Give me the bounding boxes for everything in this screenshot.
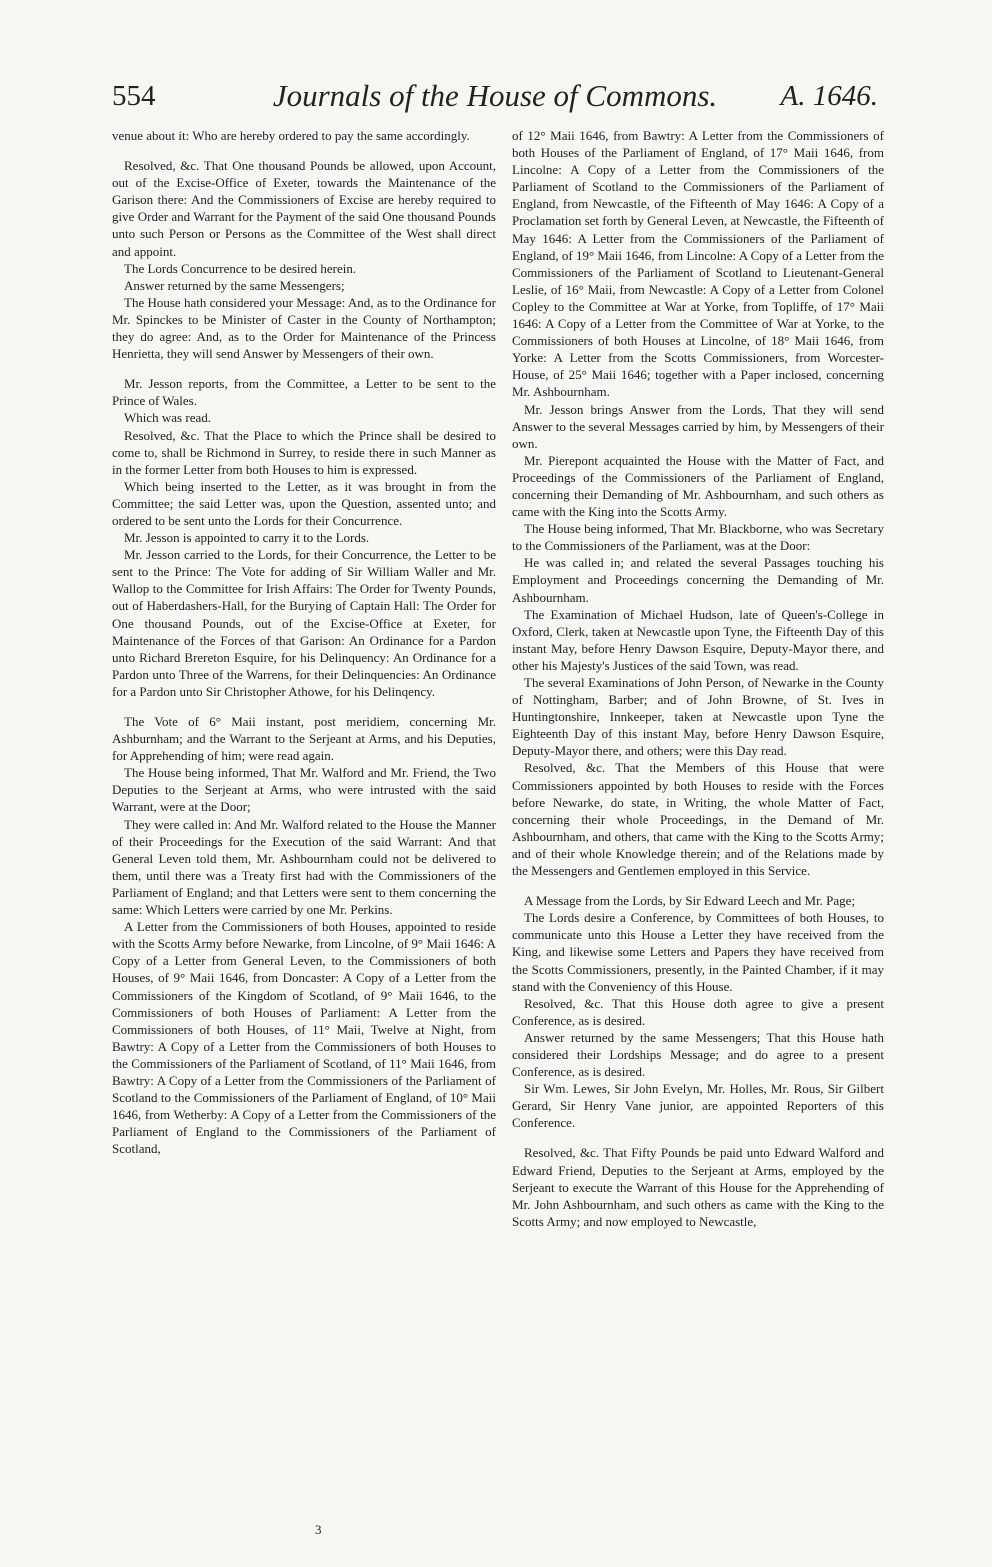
paragraph: Which was read.	[124, 410, 211, 426]
paragraph: of 12° Maii 1646, from Bawtry: A Letter from the Commissioners of both Houses of the Parliament of England, of 17° Maii 1646, from Lincolne: A Copy of a Letter from the Commissioners of the Parliament of Scotland to the Commissioners of the Parliament of England, from Newcastle, of the Fifteenth of May 1646: A Copy of a Proclamation set forth by General Leven, at Newcastle, the Fifteenth of May 1646: A Letter from the Commissioners of the Parliament of England, of 19° Maii 1646, from Lincolne: A Copy of a Letter from the Commissioners of the Parliament of Scotland to Lieutenant-General Leslie, of 16° Maii, from Newcastle: A Copy of a Letter from Colonel Copley to the Committee at War at Yorke, from Topliffe, of 17° Maii 1646: A Copy of a Letter from the Committee of War at Yorke, to the Commissioners of both Houses at Lincolne, of 18° Maii 1646, from Yorke: A Letter from the Scotts Commissioners, from Worcester-House, of 25° Maii 1646; together with a Paper inclosed, concerning Mr. Ashbournham.	[512, 128, 884, 400]
paragraph: The House being informed, That Mr. Blackborne, who was Secretary to the Commissioners of the Parliament, was at the Door:	[512, 521, 884, 554]
right-column	[512, 127, 884, 1512]
paragraph: A Message from the Lords, by Sir Edward Leech and Mr. Page;	[524, 893, 856, 909]
paragraph: They were called in: And Mr. Walford related to the House the Manner of their Proceedings for the Execution of the said Warrant: And that General Leven told them, Mr. Ashbournham could not be delivered to them, until there was a Treaty first had with the Commissioners of the Parliament of England; and that Letters were sent to them concerning the same: Which Letters were carried by one Mr. Perkins.	[112, 816, 496, 918]
paragraph: The Lords Concurrence to be desired herein.	[124, 260, 357, 276]
paragraph: Answer returned by the same Messengers; That this House hath considered their Lordships Message; and do agree to a present Conference, as is desired.	[512, 1029, 884, 1080]
signature-mark: 3	[315, 1522, 322, 1537]
paragraph: Mr. Pierepont acquainted the House with the Matter of Fact, and Proceedings of the Commissioners of the Parliament of England, concerning their Demanding of Mr. Ashbournham, and such others as came with the King into the Scotts Army.	[512, 452, 884, 520]
paragraph: Mr. Jesson is appointed to carry it to the Lords.	[124, 530, 370, 546]
page-header	[112, 78, 878, 124]
paragraph: Resolved, &c. That Fifty Pounds be paid unto Edward Walford and Edward Friend, Deputies to the Serjeant at Arms, employed by the Serjeant to execute the Warrant of this House for the Apprehending of Mr. John Ashbournham, and such others as came with the King to the Scotts Army; and now employed to Newcastle,	[512, 1145, 884, 1229]
paragraph: A Letter from the Commissioners of both Houses, appointed to reside with the Scotts Army before Newarke, from Lincolne, of 9° Maii 1646: A Copy of a Letter from General Leven, to the Commissioners of both Houses, of 9° Maii 1646, from Doncaster: A Copy of a Letter from the Commissioners of the Kingdom of Scotland, of 9° Maii 1646, to the Commissioners of both Houses of Parliament: A Letter from the Commissioners of both Houses, of 11° Maii, Twelve at Night, from Bawtry: A Copy of a Letter from the Commissioners of both Houses to the Commissioners of the Parliament of Scotland, of 11° Maii 1646, from Bawtry: A Copy of a Letter from the Commissioners of the Parliament of Scotland to the Commissioners of the Parliament of England, of 10° Maii 1646, from Wetherby: A Copy of a Letter from the Commissioners of the Parliament of England to the Commissioners of the Parliament of Scotland,	[112, 919, 496, 1157]
page-number: 554	[112, 80, 156, 112]
paragraph: Mr. Jesson reports, from the Committee, a Letter to be sent to the Prince of Wales.	[112, 376, 496, 409]
paragraph: Mr. Jesson brings Answer from the Lords, That they will send Answer to the several Messages carried by him, by Messengers of their own.	[512, 401, 884, 451]
paragraph: The House hath considered your Message: And, as to the Ordinance for Mr. Spinckes to be Minister of Caster in the County of Northampton; they do agree: And, as to the Order for Maintenance of the Princess Henrietta, they will send Answer by Messengers of their own.	[112, 294, 496, 362]
paragraph: He was called in; and related the several Passages touching his Employment and Proceedings concerning the Demanding of Mr. Ashbournham.	[512, 555, 884, 605]
paragraph: The Lords desire a Conference, by Committees of both Houses, to communicate unto this House a Letter they have received from the King, and likewise some Letters and Papers they have received from the Scotts Commissioners, presently, in the Painted Chamber, if it may stand with the Conveniency of this House.	[512, 910, 884, 994]
page-year: A. 1646.	[780, 80, 878, 112]
paragraph: Resolved, &c. That this House doth agree to give a present Conference, as is desired.	[512, 995, 884, 1028]
paragraph: Resolved, &c. That the Members of this House that were Commissioners appointed by both Houses to reside with the Forces before Newarke, do state, in Writing, the whole Matter of Fact, concerning their whole Proceedings, in the Demand of Mr. Ashbournham, and others, that came with the King to the Scotts Army; and of their whole Knowledge therein; and of the Relations made by the Messengers and Gentlemen employed in this Service.	[512, 760, 884, 879]
left-column	[112, 127, 496, 1512]
paragraph: Sir Wm. Lewes, Sir John Evelyn, Mr. Holles, Mr. Rous, Sir Gilbert Gerard, Sir Henry Vane junior, are appointed Reporters of this Conference.	[512, 1081, 884, 1131]
paragraph: Which being inserted to the Letter, as it was brought in from the Committee; the said Letter was, upon the Question, assented unto; and ordered to be sent unto the Lords for their Concurrence.	[112, 478, 496, 528]
paragraph: The Vote of 6° Maii instant, post meridiem, concerning Mr. Ashburnham; and the Warrant to the Serjeant at Arms, and his Deputies, for Apprehending of him; were read again.	[112, 714, 496, 764]
paragraph: Mr. Jesson carried to the Lords, for their Concurrence, the Letter to be sent to the Prince: The Vote for adding of Sir William Waller and Mr. Wallop to the Committee for Irish Affairs: The Order for Twenty Pounds, out of Haberdashers-Hall, for the Burying of Captain Hall: The Order for One thousand Pounds, out of the Excise-Office at Exeter, for Maintenance of the Forces of that Garison: An Ordinance for a Pardon unto Richard Brereton Esquire, for his Delinquency: An Ordinance for a Pardon unto Three of the Warrens, for their Delinquencies: An Ordinance for a Pardon unto Sir Christopher Athowe, for his Delinqency.	[112, 547, 496, 699]
paragraph: The several Examinations of John Person, of Newarke in the County of Nottingham, Barber; and of John Browne, of St. Ives in Huntingtonshire, Innkeeper, taken at Newcastle upon Tyne the Eighteenth Day of this instant May, before Henry Dawson Esquire, Deputy-Mayor there, and others; were this Day read.	[512, 675, 884, 759]
paragraph: The Examination of Michael Hudson, late of Queen's-College in Oxford, Clerk, taken at Newcastle upon Tyne, the Fifteenth Day of this instant May, before Henry Dawson Esquire, Deputy-Mayor there, and other his Majesty's Justices of the said Town, was read.	[512, 606, 884, 673]
paragraph: The House being informed, That Mr. Walford and Mr. Friend, the Two Deputies to the Serjeant at Arms, who were intrusted with the said Warrant, were at the Door;	[112, 765, 496, 815]
paragraph: Resolved, &c. That One thousand Pounds be allowed, upon Account, out of the Excise-Office of Exeter, towards the Maintenance of the Garison there: And the Commissioners of Excise are hereby required to give Order and Warrant for the Payment of the said One thousand Pounds unto such Person or Persons as the Committee of the West shall direct and appoint.	[112, 158, 496, 259]
page-title: Journals of the House of Commons.	[272, 78, 718, 113]
paragraph: Resolved, &c. That the Place to which the Prince shall be desired to come to, shall be Richmond in Surrey, to reside there in such Manner as in the former Letter from both Houses to him is expressed.	[112, 427, 496, 477]
paragraph: venue about it: Who are hereby ordered to pay the same accordingly.	[112, 128, 470, 143]
paragraph: Answer returned by the same Messengers;	[124, 277, 345, 293]
